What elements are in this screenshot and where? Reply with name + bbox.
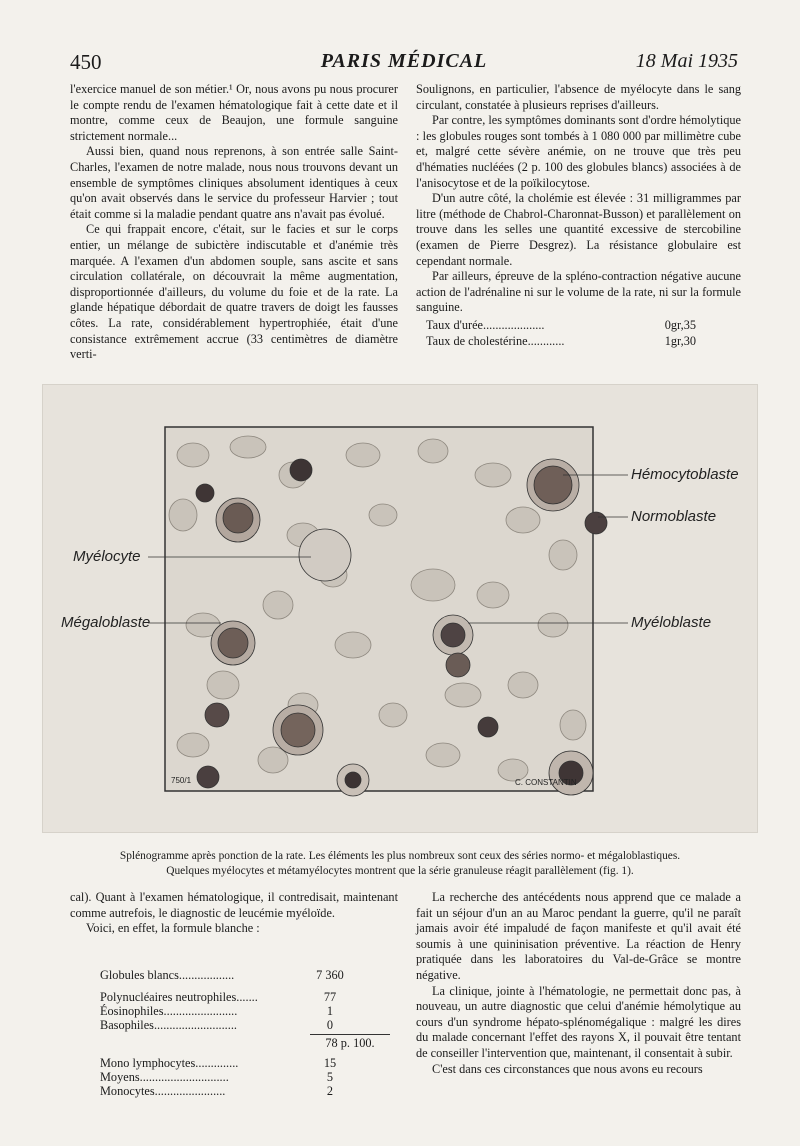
- paragraph: La clinique, jointe à l'hématologie, ne permettait donc pas, à nouveau, un autre diagnostic que celui d'anémie hémolytique au cours d'un syndrome hépato-splénomégalique : malgré les dires du malade concernant l'effet des rayons X, il pouvait être tentant de conseiller l'intervention que, maintenant, il consentait à subir.: [416, 983, 741, 1060]
- subtotal-rule: [310, 1034, 390, 1035]
- paragraph: Voici, en effet, la formule blanche :: [86, 921, 260, 936]
- journal-title: PARIS MÉDICAL: [320, 50, 488, 72]
- table-row: Mono lymphocytes.............. 15: [100, 1056, 337, 1070]
- cholesterol-row: [426, 334, 696, 350]
- paragraph: La recherche des antécédents nous apprend que ce malade a fait un séjour d'un an au Maroc pendant la guerre, qu'il ne paraît jamais avoir été impaludé de façon manifeste et qu'il avait été soumis à une quininisation préventive. La réaction de Henry pratiquée dans les laboratoires du Val-de-Grâce se montre négative.: [416, 890, 741, 982]
- figure-splenogram: [42, 384, 758, 833]
- issue-date: 18 Mai 1935: [635, 50, 738, 72]
- caption-line: Splénogramme après ponction de la rate. Les éléments les plus nombreux sont ceux des séries normo- et mégaloblastiques.: [119, 850, 681, 862]
- top-right-column: [416, 82, 741, 349]
- urea-value: 0gr,35: [664, 317, 696, 332]
- paragraph: Aussi bien, quand nous reprenons, à son entrée salle Saint-Charles, l'examen de notre malade, nous nous trouvons devant un ensemble de symptômes cliniques absolument identiques à ceux qu'on avait observés dans le service du professeur Harvier ; tout était comme si la maladie pendant quatre ans n'avait pas évolué.: [70, 144, 398, 221]
- cholesterol-label: Taux de cholestérine............: [426, 333, 565, 348]
- magnification-label: 750/1: [171, 776, 192, 785]
- label-megaloblaste: Mégaloblaste: [61, 614, 151, 631]
- table-row: Éosinophiles........................ 1: [100, 1004, 334, 1018]
- page-header: [70, 50, 738, 80]
- table-row: Globules blancs.................. 7 360: [100, 968, 344, 982]
- cholesterol-value: 1gr,30: [664, 333, 696, 348]
- table-row: Monocytes....................... 2: [100, 1084, 334, 1098]
- label-hemocytoblaste: Hémocytoblaste: [631, 466, 739, 483]
- illustrator-signature: C. CONSTANTIN: [515, 778, 577, 787]
- table-row: Moyens............................. 5: [100, 1070, 334, 1084]
- paragraph: Ce qui frappait encore, c'était, sur le facies et sur le corps entier, un mélange de subictère indiscutable et d'anémie très marquée. A l'examen d'un abdomen souple, sans ascite et sans circulation collatérale, on découvrait la même augmentation, disproportionnée d'ailleurs, du volume du foie et de la rate. La glande hépatique débordait de quatre travers de doigt les fausses côtes. La rate, considérablement hypertrophiée, était d'une consistance extrêmement accrue (33 centimètres de diamètre verti-: [70, 222, 398, 362]
- paragraph: C'est dans ces circonstances que nous avons eu recours: [432, 1061, 703, 1076]
- urea-label: Taux d'urée....................: [426, 317, 545, 332]
- paragraph: Soulignons, en particulier, l'absence de myélocyte dans le sang circulant, constatée à plusieurs reprises d'ailleurs.: [416, 82, 741, 112]
- paragraph: Par contre, les symptômes dominants sont d'ordre hémolytique : les globules rouges sont tombés à 1 080 000 par millimètre cube et, malgré cette sévère anémie, on ne trouve que très peu d'hématies nucléées (2 p. 100 des globules blancs) associées à de l'anisocytose et de la poïkilocytose.: [416, 113, 741, 190]
- micrograph-illustration: [43, 385, 757, 832]
- bottom-left-column: [70, 890, 398, 937]
- table-row: Basophiles........................... 0: [100, 1018, 334, 1032]
- label-myelocyte: Myélocyte: [73, 548, 141, 565]
- caption-line: Quelques myélocytes et métamyélocytes montrent que la série granuleuse réagit parallèlement (fig. 1).: [166, 865, 634, 877]
- label-myeloblaste: Myéloblaste: [631, 614, 712, 631]
- figure-caption: [60, 849, 740, 879]
- table-row: Polynucléaires neutrophiles....... 77: [100, 990, 337, 1004]
- paragraph: D'un autre côté, la cholémie est élevée : 31 milligrammes par litre (méthode de Chabrol-Charonnat-Busson) et parallèlement on trouve dans les selles une quantité excessive de stercobiline (examen de Pierre Desgrez). La résistance globulaire est cependant normale.: [416, 191, 741, 268]
- bottom-right-column: [416, 890, 741, 1077]
- lab-values: [416, 318, 696, 349]
- top-left-column: [70, 82, 398, 363]
- paragraph: l'exercice manuel de son métier.¹ Or, nous avons pu nous procurer le compte rendu de l'examen hématologique fait à cette date et il montre, comme ceux de Beaujon, une formule sanguine strictement normale...: [70, 82, 398, 143]
- urea-row: [426, 318, 696, 334]
- table-row-subtotal: 78 p. 100.: [325, 1036, 375, 1050]
- page-number: 450: [70, 50, 102, 74]
- label-normoblaste: Normoblaste: [631, 508, 717, 525]
- paragraph: cal). Quant à l'examen hématologique, il contredisait, maintenant comme autrefois, le diagnostic de leucémie myéloïde.: [70, 890, 398, 920]
- paragraph: Par ailleurs, épreuve de la spléno-contraction négative aucune action de l'adrénaline ni sur le volume de la rate, ni sur la formule sanguine.: [416, 269, 741, 315]
